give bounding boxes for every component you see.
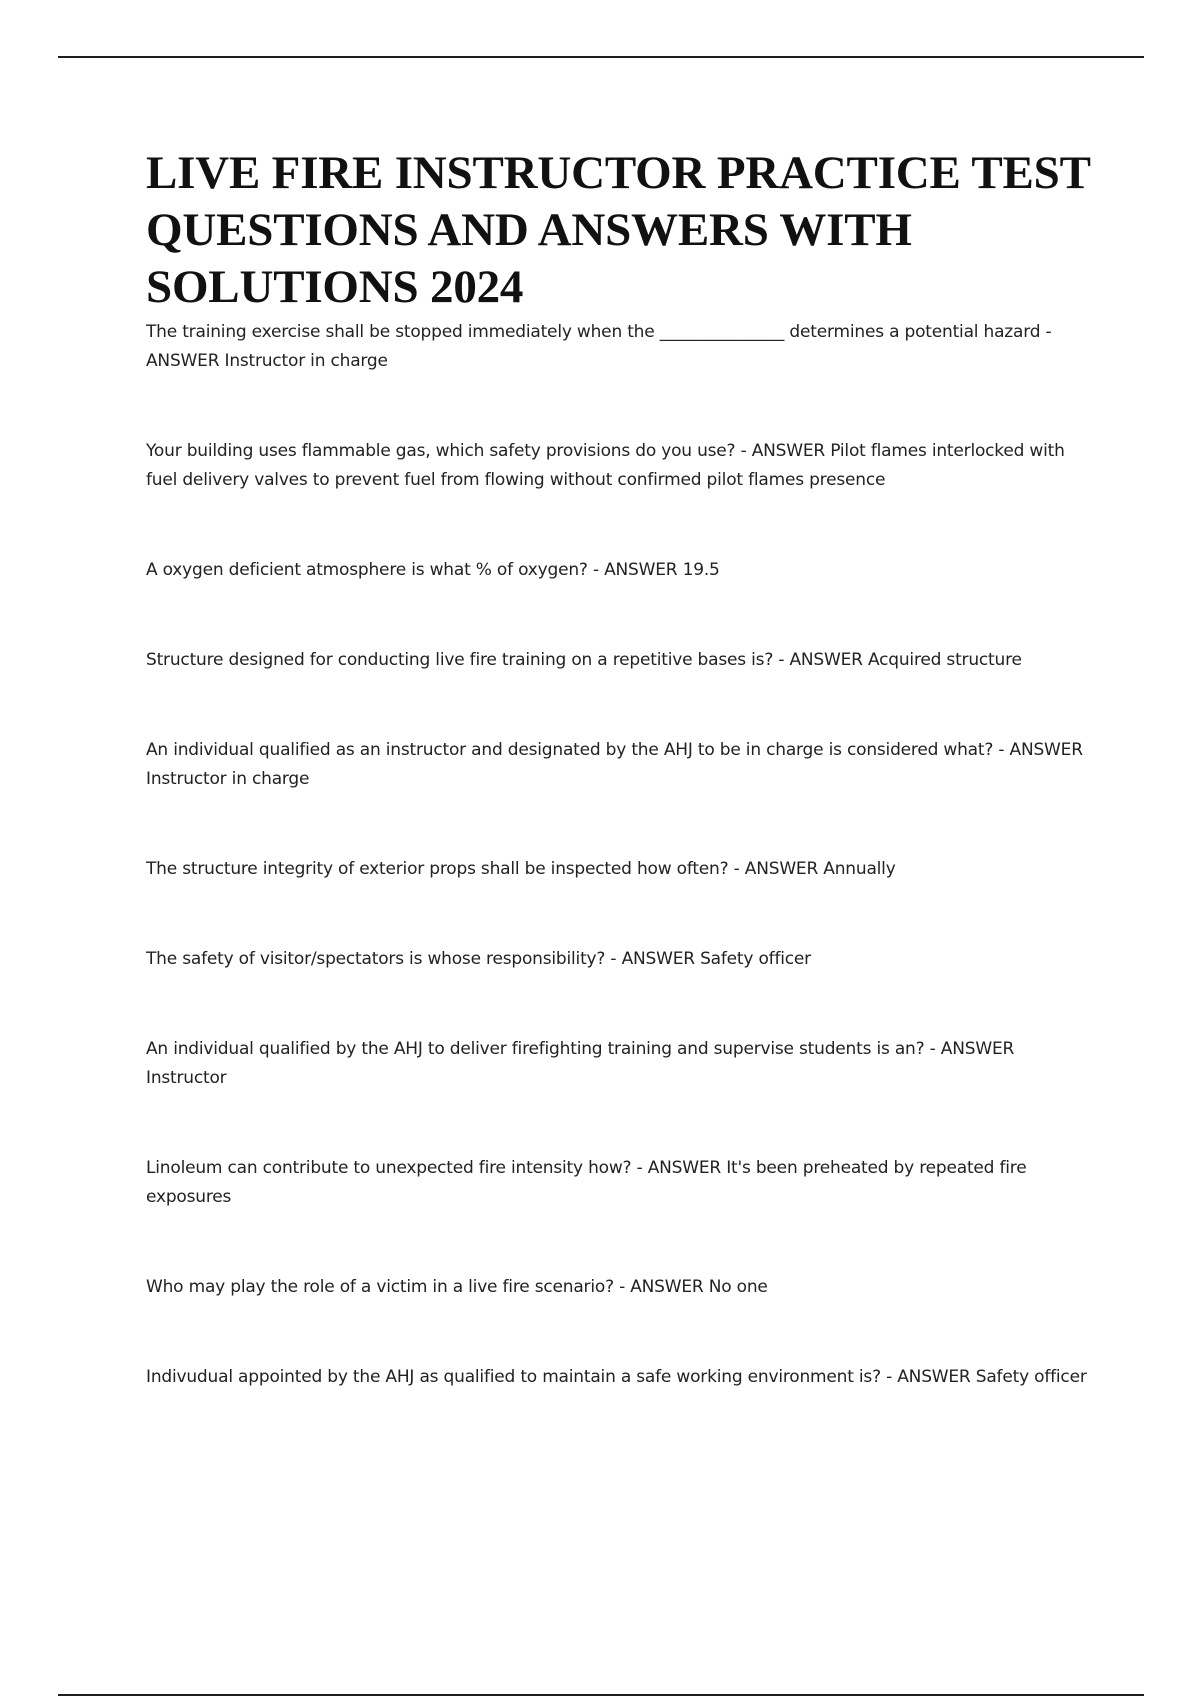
bottom-rule [58, 1694, 1144, 1696]
qa-item: An individual qualified as an instructor and designated by the AHJ to be in charge is considered what? - ANSWER Instructor in charge [146, 740, 1083, 789]
qa-item: Linoleum can contribute to unexpected fire intensity how? - ANSWER It's been preheated by repeated fire exposures [146, 1158, 1027, 1207]
document-body [146, 145, 1096, 1392]
document-title: LIVE FIRE INSTRUCTOR PRACTICE TEST QUESTIONS AND ANSWERS WITH SOLUTIONS 2024 [146, 147, 1090, 313]
qa-item: The training exercise shall be stopped immediately when the _______________ determines a potential hazard - ANSWER Instructor in charge [146, 322, 1052, 371]
qa-list [146, 318, 1096, 1392]
qa-item: The safety of visitor/spectators is whose responsibility? - ANSWER Safety officer [146, 949, 811, 969]
qa-item: A oxygen deficient atmosphere is what % of oxygen? - ANSWER 19.5 [146, 560, 720, 580]
qa-item: Indivudual appointed by the AHJ as qualified to maintain a safe working environment is? - ANSWER Safety officer [146, 1367, 1087, 1387]
qa-item: Your building uses flammable gas, which safety provisions do you use? - ANSWER Pilot flames interlocked with fuel delivery valves to prevent fuel from flowing without confirmed pilot flames presence [146, 441, 1065, 490]
qa-item: Structure designed for conducting live fire training on a repetitive bases is? - ANSWER Acquired structure [146, 650, 1022, 670]
qa-item: An individual qualified by the AHJ to deliver firefighting training and supervise students is an? - ANSWER Instructor [146, 1039, 1015, 1088]
top-rule [58, 56, 1144, 58]
qa-item: Who may play the role of a victim in a live fire scenario? - ANSWER No one [146, 1277, 768, 1297]
qa-item: The structure integrity of exterior props shall be inspected how often? - ANSWER Annually [146, 859, 896, 879]
